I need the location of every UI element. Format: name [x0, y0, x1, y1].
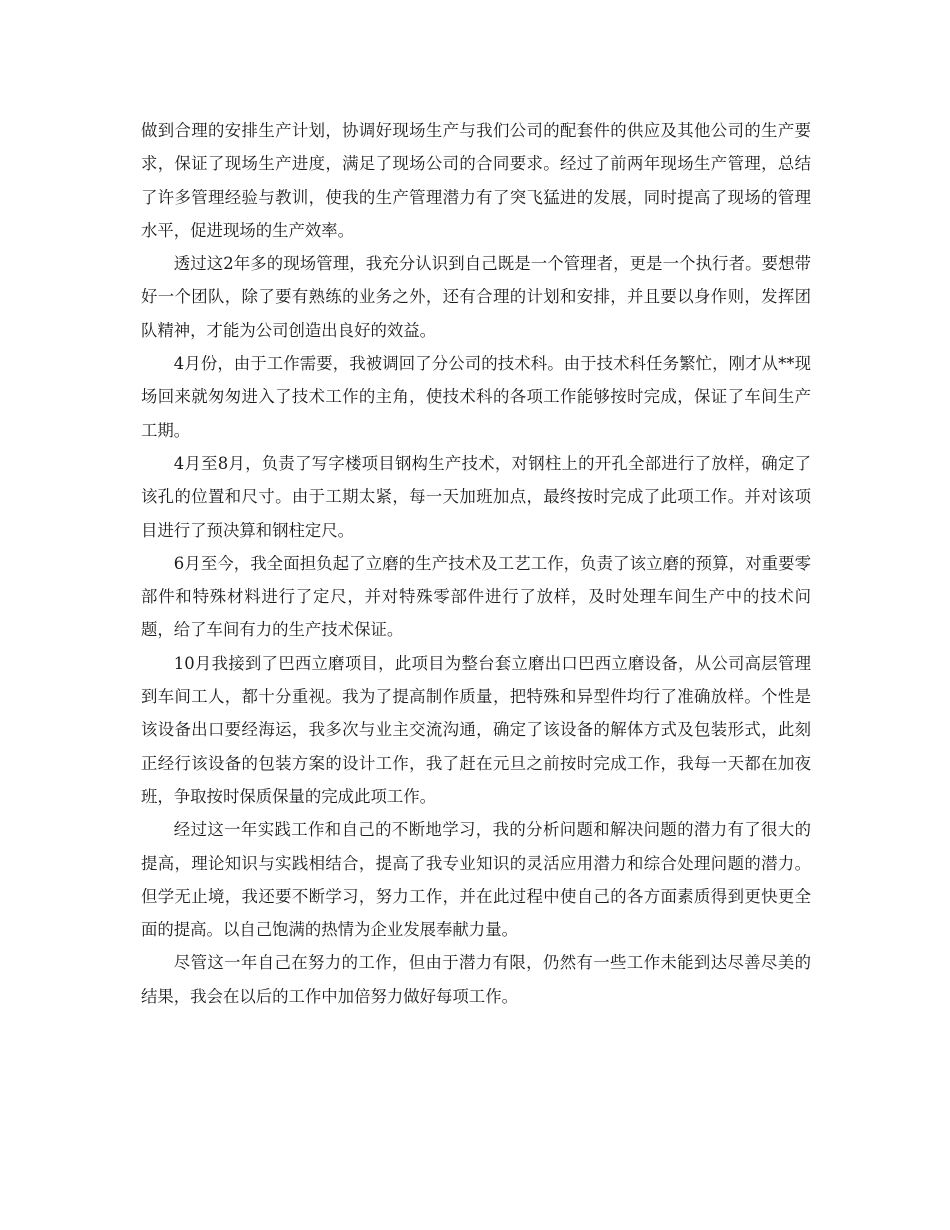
- paragraph-1-continued: 做到合理的安排生产计划，协调好现场生产与我们公司的配套件的供应及其他公司的生产要求，保证了现场生产进度，满足了现场公司的合同要求。经过了前两年现场生产管理，总结了许多管理经验与教训，使我的生产管理潜力有了突飞猛进的发展，同时提高了现场的管理水平，促进现场的生产效率。: [141, 121, 811, 240]
- paragraph-4: 4月至8月，负责了写字楼项目钢构生产技术，对钢柱上的开孔全部进行了放样，确定了该孔的位置和尺寸。由于工期太紧，每一天加班加点，最终按时完成了此项工作。并对该项目进行了预决算和钢柱定尺。: [141, 453, 811, 540]
- paragraph-6: 10月我接到了巴西立磨项目，此项目为整台套立磨出口巴西立磨设备，从公司高层管理到车间工人，都十分重视。我为了提高制作质量，把特殊和异型件均行了准确放样。个性是该设备出口要经海运，我多次与业主交流沟通，确定了该设备的解体方式及包装形式，此刻正经行该设备的包装方案的设计工作，我了赶在元旦之前按时完成工作，我每一天都在加夜班，争取按时保质保量的完成此项工作。: [141, 653, 811, 806]
- paragraph-3: 4月份，由于工作需要，我被调回了分公司的技术科。由于技术科任务繁忙，刚才从**现场回来就匆匆进入了技术工作的主角，使技术科的各项工作能够按时完成，保证了车间生产工期。: [141, 354, 811, 440]
- paragraph-7: 经过这一年实践工作和自己的不断地学习，我的分析问题和解决问题的潜力有了很大的提高，理论知识与实践相结合，提高了我专业知识的灵活应用潜力和综合处理问题的潜力。但学无止境，我还要不断学习，努力工作，并在此过程中使自己的各方面素质得到更快更全面的提高。以自己饱满的热情为企业发展奉献力量。: [141, 820, 811, 940]
- document-body: [141, 114, 811, 1013]
- paragraph-2: 透过这2年多的现场管理，我充分认识到自己既是一个管理者，更是一个执行者。要想带好一个团队，除了要有熟练的业务之外，还有合理的计划和安排，并且要以身作则，发挥团队精神，才能为公司创造出良好的效益。: [141, 254, 811, 340]
- paragraph-5: 6月至今，我全面担负起了立磨的生产技术及工艺工作，负责了该立磨的预算，对重要零部件和特殊材料进行了定尺，并对特殊零部件进行了放样，及时处理车间生产中的技术问题，给了车间有力的生产技术保证。: [141, 553, 811, 640]
- paragraph-8: 尽管这一年自己在努力的工作，但由于潜力有限，仍然有一些工作未能到达尽善尽美的结果，我会在以后的工作中加倍努力做好每项工作。: [141, 953, 811, 1006]
